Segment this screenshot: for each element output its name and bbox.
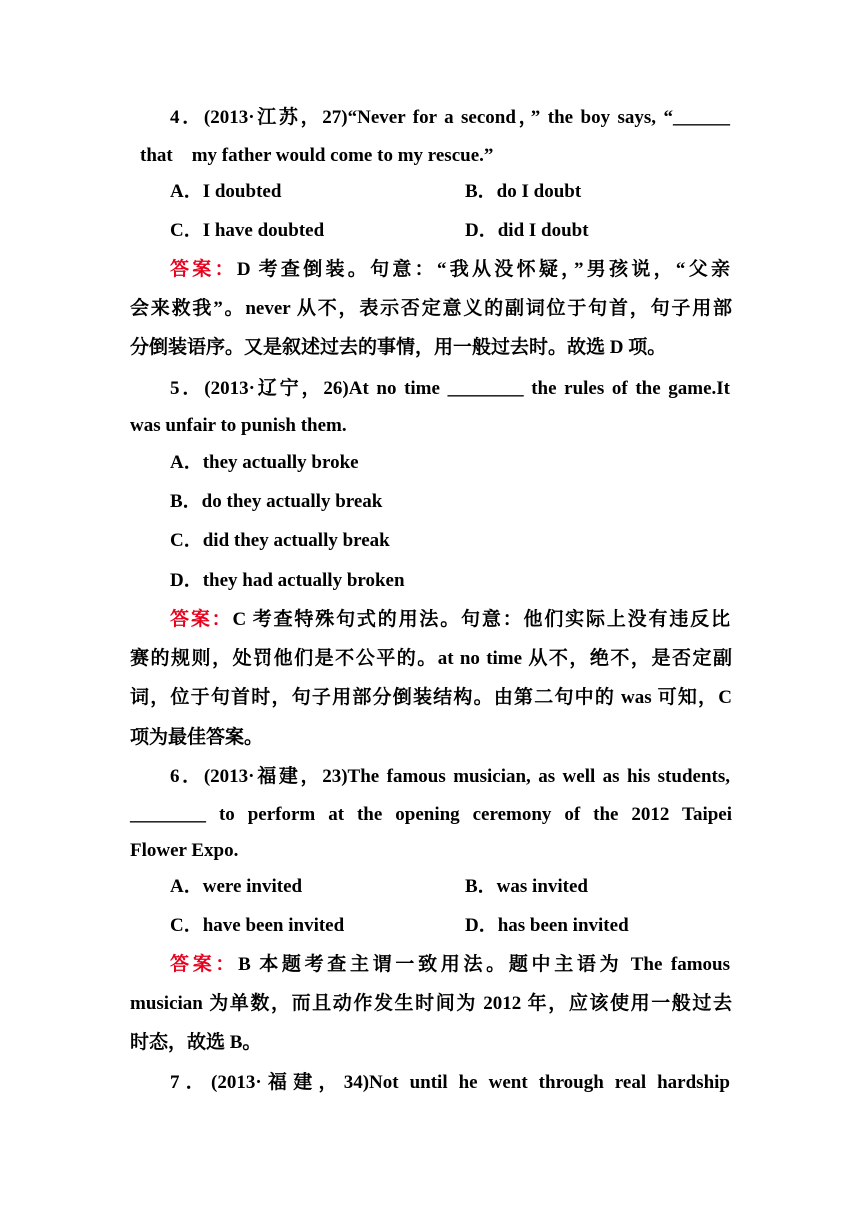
option-4c: C．I have doubted — [170, 220, 325, 241]
question-7-stem: 7．(2013·福建，34)Not until he went through real hardship — [170, 1072, 730, 1093]
answer-4-line2: 会来救我”。never 从不，表示否定意义的副词位于句首，句子用部 — [130, 298, 732, 319]
answer-label: 答案： — [170, 609, 233, 630]
answer-4-text1: D 考查倒装。句意：“我从没怀疑，”男孩说，“父亲 — [236, 259, 730, 280]
option-6d: D．has been invited — [465, 915, 629, 936]
answer-5-line1 — [170, 608, 730, 632]
option-5d: D．they had actually broken — [170, 570, 405, 591]
answer-4-line1 — [170, 258, 730, 282]
question-5-stem-cont: was unfair to punish them. — [130, 415, 347, 436]
question-4-stem: 4．(2013·江苏，27)“Never for a second，” the boy says, “______ — [170, 107, 730, 128]
answer-6-line3: 时态，故选 B。 — [130, 1032, 262, 1053]
question-4-stem-cont: that my father would come to my rescue.” — [140, 145, 494, 166]
answer-5-line4: 项为最佳答案。 — [130, 727, 264, 748]
question-6-stem: 6．(2013·福建，23)The famous musician, as well as his students, — [170, 766, 730, 787]
option-4b: B．do I doubt — [465, 181, 582, 202]
option-4d: D．did I doubt — [465, 220, 589, 241]
answer-4-line3: 分倒装语序。又是叙述过去的事情，用一般过去时。故选 D 项。 — [130, 337, 667, 358]
answer-6-text1: B 本题考查主谓一致用法。题中主语为 The famous — [238, 954, 730, 975]
option-5c: C．did they actually break — [170, 530, 390, 551]
answer-label: 答案： — [170, 954, 239, 975]
option-6c: C．have been invited — [170, 915, 345, 936]
answer-5-text1: C 考查特殊句式的用法。句意：他们实际上没有违反比 — [232, 609, 730, 630]
question-6-stem-cont: ________ to perform at the opening ceremony of the 2012 Taipei — [130, 804, 732, 825]
option-6b: B．was invited — [465, 876, 588, 897]
answer-label: 答案： — [170, 259, 237, 280]
option-5b: B．do they actually break — [170, 491, 383, 512]
answer-6-line1 — [170, 953, 730, 977]
answer-5-line2: 赛的规则，处罚他们是不公平的。at no time 从不，绝不，是否定副 — [130, 648, 732, 669]
answer-6-line2: musician 为单数，而且动作发生时间为 2012 年，应该使用一般过去 — [130, 993, 732, 1014]
question-6-stem-cont2: Flower Expo. — [130, 840, 239, 861]
answer-5-line3: 词，位于句首时，句子用部分倒装结构。由第二句中的 was 可知，C — [130, 687, 732, 708]
option-4a: A．I doubted — [170, 181, 282, 202]
option-6a: A．were invited — [170, 876, 303, 897]
question-5-stem: 5．(2013·辽宁，26)At no time ________ the rules of the game.It — [170, 378, 730, 399]
option-5a: A．they actually broke — [170, 452, 359, 473]
